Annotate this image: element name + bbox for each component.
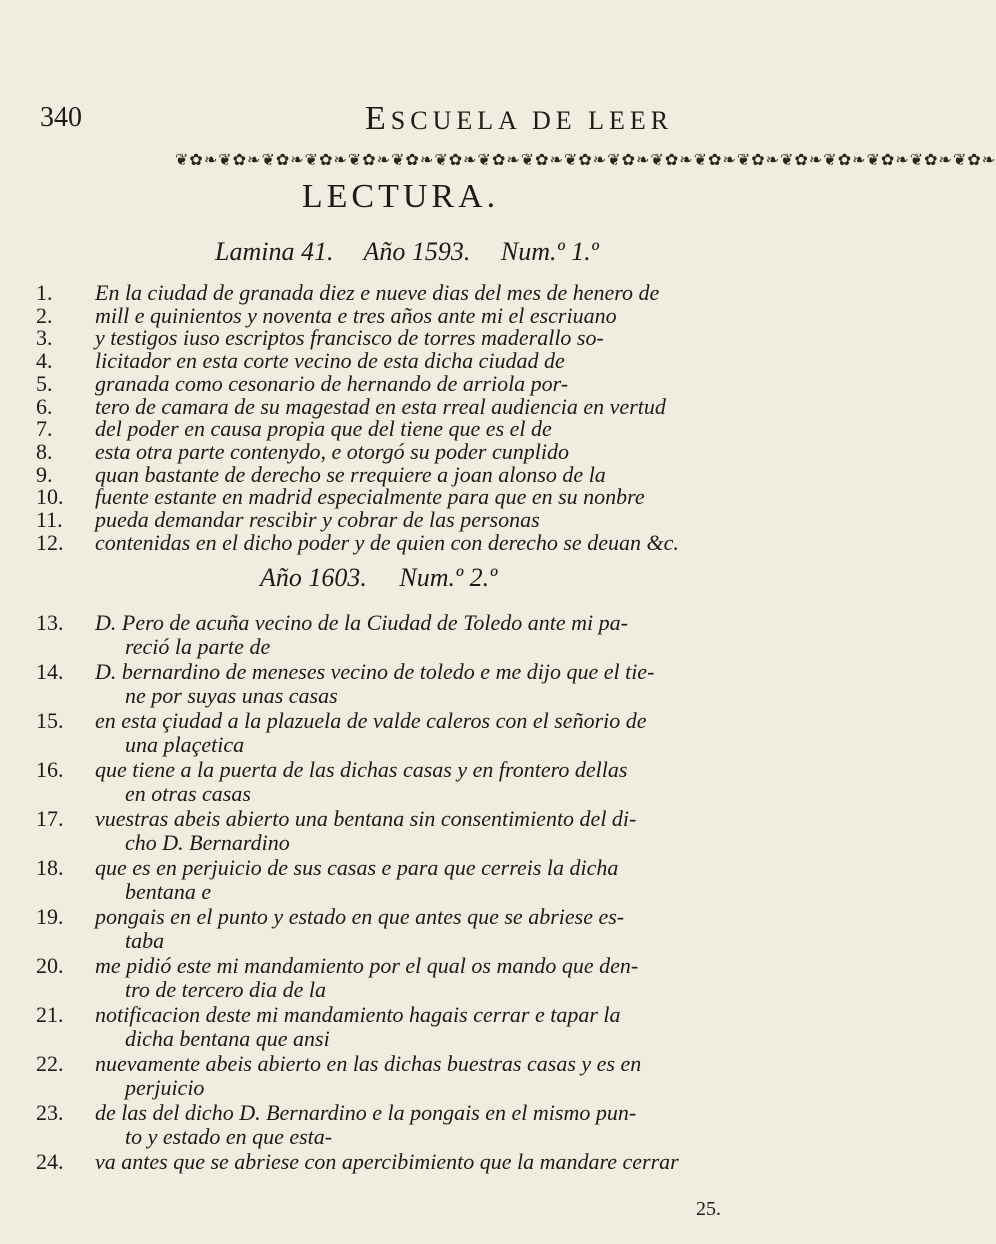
line-number: 14.: [36, 659, 64, 684]
line-text: D. bernardino de meneses vecino de toledo e me dijo que el tie-: [95, 659, 655, 684]
line-text: contenidas en el dicho poder y de quien con derecho se deuan &c.: [95, 529, 679, 555]
line-number: 2.: [36, 302, 53, 328]
ornament-band: ❦✿❧❦✿❧❦✿❧❦✿❧❦✿❧❦✿❧❦✿❧❦✿❧❦✿❧❦✿❧❦✿❧❦✿❧❦✿❧❦✿❧❦✿❧❦✿❧❦✿❧❦✿❧❦✿❧: [175, 150, 996, 169]
section-title: LECTURA.: [301, 178, 500, 215]
line-number: 13.: [36, 610, 64, 635]
line-continuation: reció la parte de: [125, 634, 271, 659]
line-number: 4.: [36, 348, 53, 374]
line-number: 5.: [36, 370, 53, 396]
line-number: 18.: [36, 855, 64, 880]
line-continuation: en otras casas: [125, 781, 251, 806]
line-number: 20.: [36, 953, 64, 978]
line-number: 17.: [36, 806, 64, 831]
document-2-year: Año 1603.: [260, 563, 367, 592]
line-text: que es en perjuicio de sus casas e para que cerreis la dicha: [95, 855, 619, 880]
page-number: 340: [40, 102, 82, 133]
plate-number: Num.º 1.º: [500, 237, 599, 266]
line-text: vuestras abeis abierto una bentana sin consentimiento del di-: [95, 806, 637, 831]
line-continuation: dicha bentana que ansi: [125, 1026, 330, 1051]
line-text: de las del dicho D. Bernardino e la pongais en el mismo pun-: [95, 1100, 637, 1125]
plate-label: Lamina 41.: [215, 237, 334, 266]
line-number: 10.: [36, 484, 64, 510]
running-title-rest: SCUELA DE LEER: [390, 106, 674, 135]
line-text: va antes que se abriese con apercibimiento que la mandare cerrar: [95, 1149, 679, 1174]
line-continuation: cho D. Bernardino: [125, 830, 290, 855]
running-title-initial: E: [365, 100, 391, 137]
line-number: 22.: [36, 1051, 64, 1076]
line-number: 24.: [36, 1149, 64, 1174]
line-text: nuevamente abeis abierto en las dichas buestras casas y es en: [95, 1051, 642, 1076]
line-number: 12.: [36, 529, 64, 555]
line-text: fuente estante en madrid especialmente para que en su nonbre: [95, 484, 645, 510]
line-text: que tiene a la puerta de las dichas casas y en frontero dellas: [95, 757, 628, 782]
line-text: granada como cesonario de hernando de arriola por-: [95, 370, 569, 396]
line-number: 1.: [36, 280, 53, 305]
line-text: tero de camara de su magestad en esta rreal audiencia en vertud: [95, 393, 666, 419]
line-continuation: una plaçetica: [125, 732, 245, 757]
line-continuation: taba: [125, 928, 165, 953]
plate-heading: [215, 237, 623, 267]
line-text: En la ciudad de granada diez e nueve dias del mes de henero de: [95, 280, 660, 305]
line-text: pueda demandar rescibir y cobrar de las personas: [95, 507, 540, 532]
line-number: 11.: [36, 507, 63, 532]
line-continuation: tro de tercero dia de la: [125, 977, 327, 1002]
line-number: 3.: [36, 325, 53, 351]
line-number: 23.: [36, 1100, 64, 1125]
plate-year: Año 1593.: [363, 237, 471, 266]
line-number: 15.: [36, 708, 64, 733]
document-2-number: Num.º 2.º: [399, 563, 498, 592]
line-number: 7.: [36, 416, 53, 442]
line-text: esta otra parte contenydo, e otorgó su poder cunplido: [95, 438, 569, 464]
line-text: licitador en esta corte vecino de esta dicha ciudad de: [95, 348, 565, 374]
line-continuation: to y estado en que esta-: [125, 1124, 333, 1149]
line-text: mill e quinientos y noventa e tres años ante mi el escriuano: [95, 302, 617, 328]
line-continuation: bentana e: [125, 879, 212, 904]
line-number: 9.: [36, 461, 53, 487]
line-text: en esta çiudad a la plazuela de valde caleros con el señorio de: [95, 708, 647, 733]
line-text: quan bastante de derecho se rrequiere a joan alonso de la: [95, 461, 606, 487]
line-number: 21.: [36, 1002, 64, 1027]
line-number: 6.: [36, 393, 53, 419]
line-continuation: perjuicio: [125, 1075, 205, 1100]
line-text: notificacion deste mi mandamiento hagais cerrar e tapar la: [95, 1002, 621, 1027]
line-text: pongais en el punto y estado en que antes que se abriese es-: [95, 904, 625, 929]
line-number: 8.: [36, 438, 53, 464]
line-text: y testigos iuso escriptos francisco de torres maderallo so-: [95, 325, 604, 351]
line-text: me pidió este mi mandamiento por el qual os mando que den-: [95, 953, 639, 978]
line-number: 19.: [36, 904, 64, 929]
document-2-heading: [260, 563, 523, 593]
line-number: 16.: [36, 757, 64, 782]
line-text: D. Pero de acuña vecino de la Ciudad de Toledo ante mi pa-: [95, 610, 628, 635]
page-header: [40, 100, 761, 140]
line-text: del poder en causa propia que del tiene que es el de: [95, 416, 552, 442]
line-continuation: ne por suyas unas casas: [125, 683, 338, 708]
running-title: [365, 100, 673, 138]
catchword: 25.: [696, 1198, 721, 1220]
